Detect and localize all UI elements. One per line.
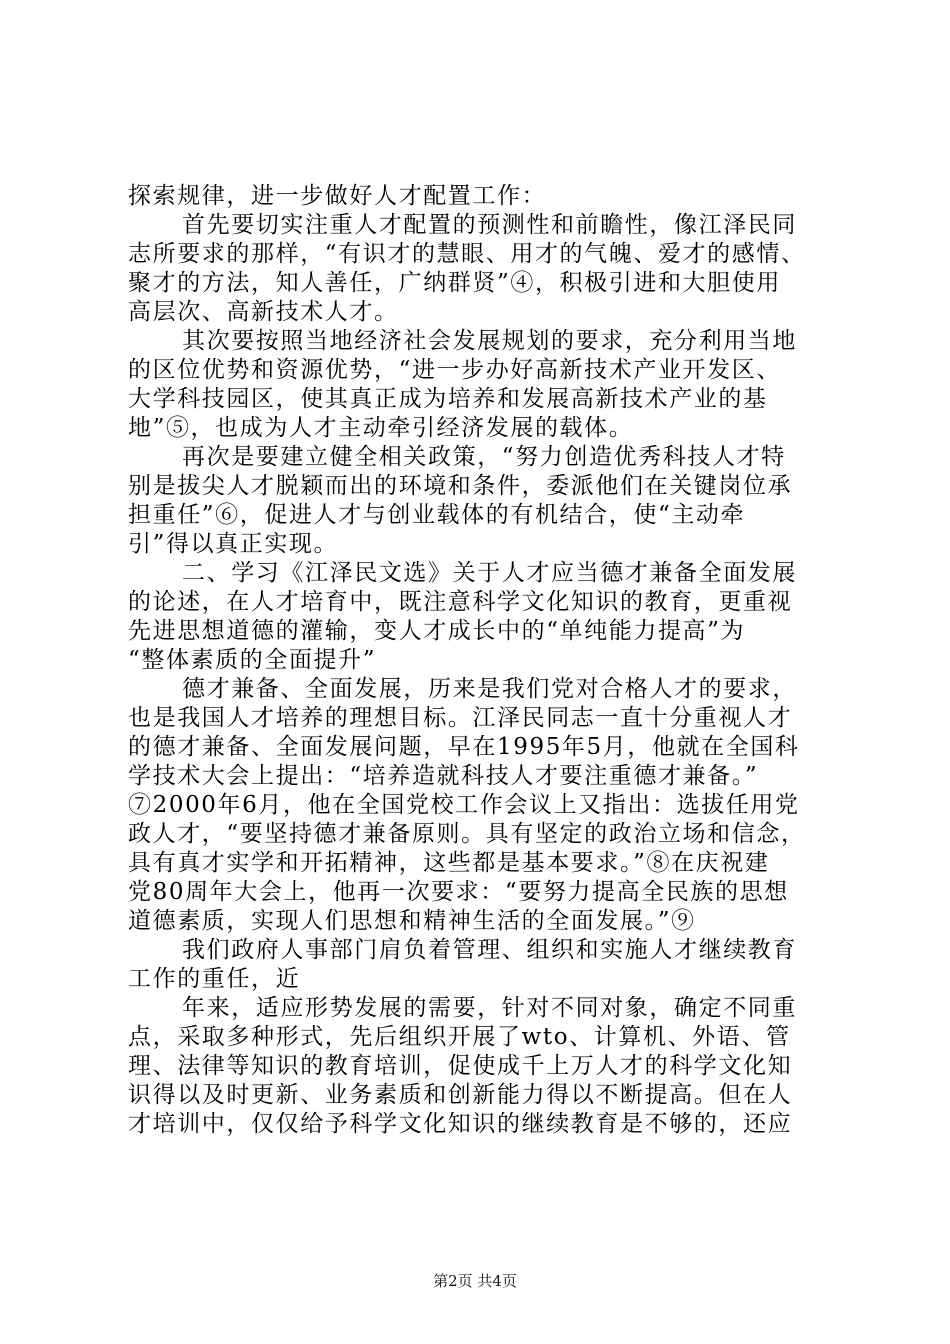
body-text-line: 党80周年大会上，他再一次要求：“要努力提高全民族的思想 — [128, 879, 789, 905]
body-text-line: 其次要按照当地经济社会发展规划的要求，充分利用当地 — [182, 328, 797, 354]
body-text-line: 担重任”⑥，促进人才与创业载体的有机结合，使“主动牵 — [128, 502, 746, 528]
body-text-line: 地”⑤，也成为人才主动牵引经济发展的载体。 — [128, 415, 634, 441]
body-text-line: 志所要求的那样，“有识才的慧眼、用才的气魄、爱才的感情、 — [128, 241, 806, 267]
body-text-line: 引”得以真正实现。 — [128, 531, 339, 557]
body-text-line: “整体素质的全面提升” — [128, 647, 377, 673]
body-text-line: 年来，适应形势发展的需要，针对不同对象，确定不同重 — [182, 995, 797, 1021]
body-text-line: 识得以及时更新、业务素质和创新能力得以不断提高。但在人 — [128, 1082, 793, 1108]
body-text-line: 先进思想道德的灌输，变人才成长中的“单纯能力提高”为 — [128, 618, 746, 644]
body-text-line: 学技术大会上提出：“培养造就科技人才要注重德才兼备。” — [128, 763, 759, 789]
body-text-line: 的德才兼备、全面发展问题，早在1995年5月，他就在全国科 — [128, 734, 800, 760]
body-text-line: 具有真才实学和开拓精神，这些都是基本要求。”⑧在庆祝建 — [128, 850, 770, 876]
body-text-line: 工作的重任，近 — [128, 966, 301, 992]
body-text-line: 二、学习《江泽民文选》关于人才应当德才兼备全面发展 — [182, 560, 797, 586]
body-text-line: 德才兼备、全面发展，历来是我们党对合格人才的要求， — [182, 676, 797, 702]
body-text-line: 道德素质，实现人们思想和精神生活的全面发展。”⑨ — [128, 908, 696, 934]
body-text-line: 首先要切实注重人才配置的预测性和前瞻性，像江泽民同 — [182, 212, 797, 238]
body-text-line: 别是拔尖人才脱颖而出的环境和条件，委派他们在关键岗位承 — [128, 473, 793, 499]
body-text-line: 点，采取多种形式，先后组织开展了wto、计算机、外语、管 — [128, 1024, 791, 1050]
body-text-line: 的区位优势和资源优势，“进一步办好高新技术产业开发区、 — [128, 357, 781, 383]
body-text-line: 政人才，“要坚持德才兼备原则。具有坚定的政治立场和信念， — [128, 821, 806, 847]
page-number-footer: 第2页 共4页 — [433, 1272, 517, 1290]
body-text-line: 才培训中，仅仅给予科学文化知识的继续教育是不够的，还应 — [128, 1111, 793, 1137]
body-text-line: 也是我国人才培养的理想目标。江泽民同志一直十分重视人才 — [128, 705, 793, 731]
body-text-line: 理、法律等知识的教育培训，促使成千上万人才的科学文化知 — [128, 1053, 793, 1079]
body-text-line: 高层次、高新技术人才。 — [128, 299, 399, 325]
body-text-line: 的论述，在人才培育中，既注意科学文化知识的教育，更重视 — [128, 589, 793, 615]
body-text-line: ⑦2000年6月，他在全国党校工作会议上又指出：选拔任用党 — [128, 792, 800, 818]
body-text-line: 聚才的方法，知人善任，广纳群贤”④，积极引进和大胆使用 — [128, 270, 781, 296]
body-text-line: 我们政府人事部门肩负着管理、组织和实施人才继续教育 — [182, 937, 797, 963]
body-text-line: 再次是要建立健全相关政策，“努力创造优秀科技人才特 — [182, 444, 786, 470]
body-text-line: 大学科技园区，使其真正成为培养和发展高新技术产业的基 — [128, 386, 768, 412]
body-text-line: 探索规律，进一步做好人才配置工作： — [128, 183, 547, 209]
